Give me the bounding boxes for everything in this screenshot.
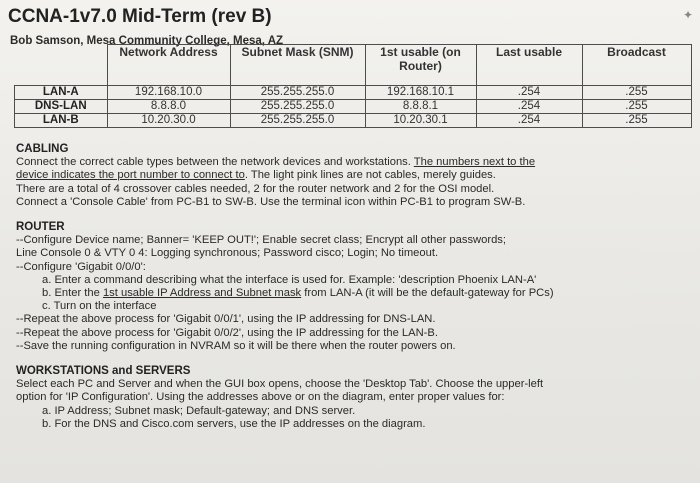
- row-label: LAN-B: [15, 114, 108, 128]
- table-cell: 255.255.255.0: [230, 86, 365, 100]
- addressing-table: [14, 44, 692, 128]
- table-cell: .255: [582, 86, 691, 100]
- router-step: b. Enter the 1st usable IP Address and Subnet mask from LAN-A (it will be the default-gateway for PCs): [42, 287, 554, 300]
- router-line: --Configure Device name; Banner= 'KEEP OUT!'; Enable secret class; Encrypt all other passwords;: [16, 234, 507, 247]
- cabling-heading: CABLING: [16, 143, 69, 155]
- table-row: [15, 100, 692, 114]
- table-cell: .254: [476, 100, 582, 114]
- table-cell: 10.20.30.1: [365, 114, 476, 128]
- workstations-line: option for 'IP Configuration'. Using the addresses above or on the diagram, enter proper values for:: [16, 391, 505, 404]
- table-cell: 10.20.30.0: [107, 114, 230, 128]
- table-cell: 8.8.8.0: [107, 100, 230, 114]
- router-line: --Save the running configuration in NVRAM so it will be there when the router powers on.: [16, 339, 456, 352]
- table-row: [15, 114, 692, 128]
- router-line: --Configure 'Gigabit 0/0/0':: [16, 260, 146, 273]
- workstations-line: Select each PC and Server and when the GUI box opens, choose the 'Desktop Tab'. Choose the upper-left: [16, 378, 544, 391]
- row-label: DNS-LAN: [15, 100, 108, 114]
- router-step: a. Enter a command describing what the interface is used for. Example: 'description Phoenix LAN-A': [42, 273, 537, 286]
- cabling-line: Connect the correct cable types between the network devices and workstations. The numbers next to the: [16, 156, 536, 169]
- table-cell: 255.255.255.0: [230, 114, 365, 128]
- table-cell: 255.255.255.0: [230, 100, 365, 114]
- page-title: CCNA-1v7.0 Mid-Term (rev B): [8, 6, 272, 27]
- column-header: 1st usable (on Router): [365, 45, 476, 86]
- cabling-line: device indicates the port number to connect to. The light pink lines are not cables, merely guides.: [16, 169, 496, 182]
- router-step: c. Turn on the interface: [42, 300, 157, 313]
- router-heading: ROUTER: [16, 221, 65, 234]
- table-cell: .254: [476, 86, 582, 100]
- table-row: [15, 86, 692, 100]
- router-line: --Repeat the above process for 'Gigabit 0/0/2', using the IP addressing for the LAN-B.: [16, 326, 438, 339]
- table-header-row: [15, 45, 692, 86]
- table-cell: .255: [582, 100, 691, 114]
- router-line: --Repeat the above process for 'Gigabit 0/0/1', using the IP addressing for DNS-LAN.: [16, 313, 436, 326]
- router-line: Line Console 0 & VTY 0 4: Logging synchronous; Password cisco; Login; No timeout.: [16, 247, 439, 260]
- table-cell: .255: [582, 114, 691, 128]
- table-cell: .254: [476, 114, 582, 128]
- column-header: Network Address: [107, 45, 230, 86]
- row-label: LAN-A: [15, 86, 108, 100]
- table-cell: 8.8.8.1: [365, 100, 476, 114]
- instructions: [16, 143, 686, 431]
- author-line: Bob Samson, Mesa Community College, Mesa, AZ: [10, 35, 284, 47]
- column-header: Broadcast: [582, 45, 691, 86]
- workstations-heading: WORKSTATIONS and SERVERS: [16, 365, 191, 378]
- workstations-step: a. IP Address; Subnet mask; Default-gateway; and DNS server.: [42, 404, 356, 417]
- workstations-step: b. For the DNS and Cisco.com servers, use the IP addresses on the diagram.: [42, 417, 426, 430]
- cabling-line: There are a total of 4 crossover cables needed, 2 for the router network and 2 for the OSI model.: [16, 182, 495, 195]
- table-cell: 192.168.10.1: [365, 86, 476, 100]
- column-header: Last usable: [476, 45, 582, 86]
- sparkle-icon: ✦: [683, 8, 694, 22]
- table-corner: [15, 45, 108, 86]
- table-cell: 192.168.10.0: [107, 86, 230, 100]
- column-header: Subnet Mask (SNM): [230, 45, 365, 86]
- cabling-line: Connect a 'Console Cable' from PC-B1 to SW-B. Use the terminal icon within PC-B1 to program SW-B.: [16, 195, 526, 208]
